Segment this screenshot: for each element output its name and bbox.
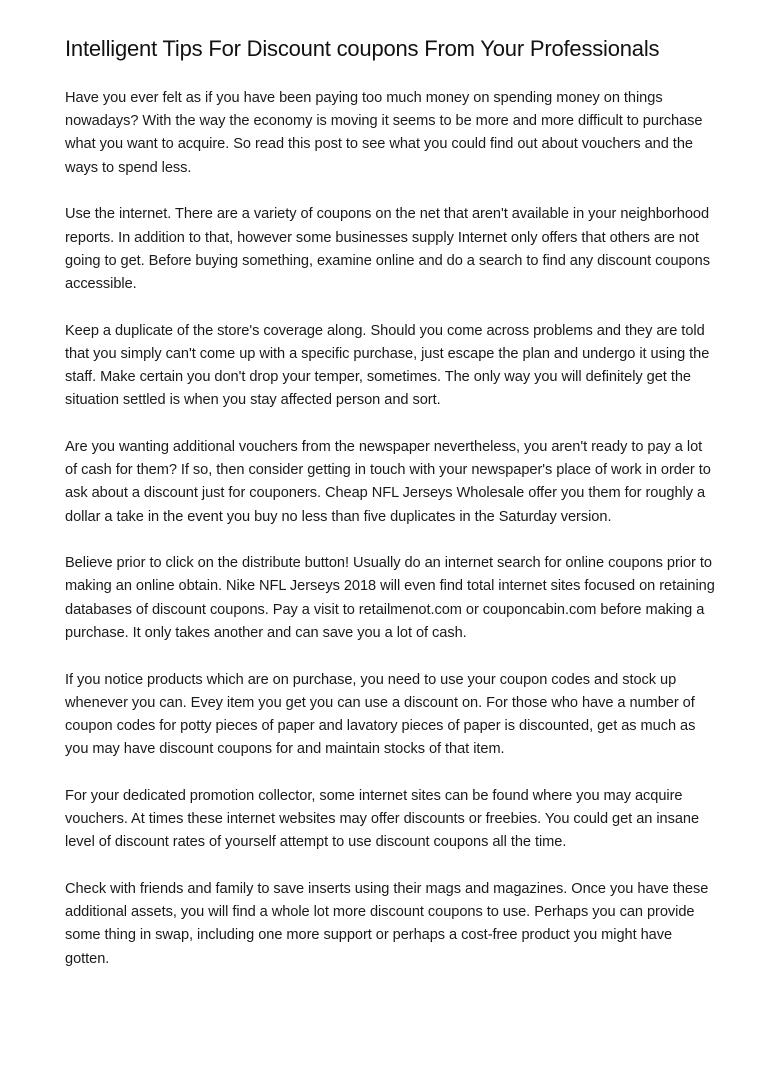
paragraph-1: Have you ever felt as if you have been paying too much money on spending money on things nowadays? With the way the economy is moving it seems to be more and more difficult to purchase what you want to acquire. So read this post to see what you could find out about vouchers and the ways to spend less. bbox=[65, 90, 703, 176]
paragraph-3: Keep a duplicate of the store's coverage along. Should you come across problems and they are told that you simply can't come up with a specific purchase, just escape the plan and undergo it using the staff. Make certain you don't drop your temper, sometimes. The only way you will definitely get the situation settled is when you stay affected person and sort. bbox=[65, 322, 710, 409]
document-title: Intelligent Tips For Discount coupons From Your Professionals bbox=[65, 36, 660, 61]
paragraph-2: Use the internet. There are a variety of coupons on the net that aren't available in your neighborhood reports. In addition to that, however some businesses supply Internet only offers that others are not going to get. Before buying something, examine online and do a search to find any discount coupons accessible. bbox=[65, 206, 710, 292]
paragraph-6: If you notice products which are on purchase, you need to use your coupon codes and stock up whenever you can. Evey item you get you can use a discount on. For those who have a number of coupon codes for potty pieces of paper and lavatory pieces of paper is discounted, get as much as you may have discount coupons for and maintain stocks of that item. bbox=[65, 671, 696, 758]
paragraph-4: Are you wanting additional vouchers from the newspaper nevertheless, you aren't ready to pay a lot of cash for them? If so, then consider getting in touch with your newspaper's place of work in order to ask about a discount just for couponers. Cheap NFL Jerseys Wholesale offer you them for roughly a dollar a take in the event you buy no less than five duplicates in the Saturday version. bbox=[65, 438, 711, 525]
paragraph-7: For your dedicated promotion collector, some internet sites can be found where you may acquire vouchers. At times these internet websites may offer discounts or freebies. You could get an insane level of discount rates of yourself attempt to use discount coupons all the time. bbox=[65, 787, 700, 851]
paragraph-8: Check with friends and family to save inserts using their mags and magazines. Once you have these additional assets, you will find a whole lot more discount coupons to use. Perhaps you can provide some thing in swap, including one more support or perhaps a cost-free product you might have gotten. bbox=[65, 880, 709, 967]
document-page bbox=[65, 37, 715, 994]
document-body bbox=[65, 87, 715, 971]
paragraph-5: Believe prior to click on the distribute button! Usually do an internet search for online coupons prior to making an online obtain. Nike NFL Jerseys 2018 will even find total internet sites focused on retaining databases of discount coupons. Pay a visit to retailmenot.com or couponcabin.com before making a purchase. It only takes another and can save you a lot of cash. bbox=[65, 555, 715, 641]
